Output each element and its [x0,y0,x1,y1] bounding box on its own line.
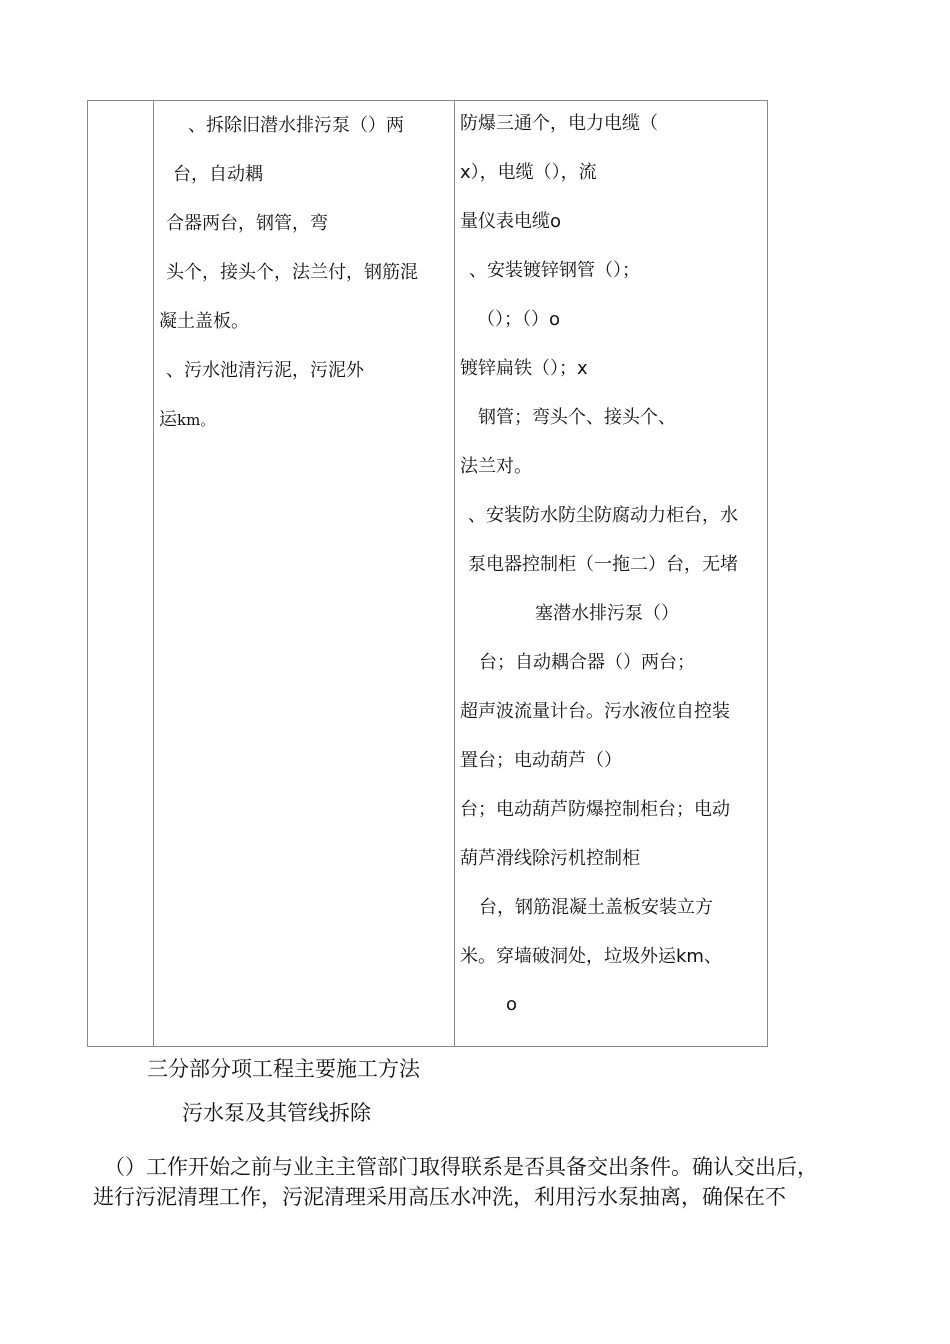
cell-text-line: 塞潜水排污泵（） [535,603,679,624]
cell-text-line: 、拆除旧潜水排污泵（）两 [188,115,404,136]
cell-text-line: 头个，接头个，法兰付，钢筋混 [166,262,418,283]
cell-text-line: 台，自动耦 [173,164,263,185]
cell-text: 运 [159,409,177,430]
cell-text-line: 镀锌扁铁（）；x [460,358,588,379]
cell-text-line: 、安装镀锌钢管（）； [469,260,640,281]
cell-text-line: 台；电动葫芦防爆控制柜台；电动 [460,799,730,820]
unit-text: km。 [177,411,216,429]
cell-text-line: 、污水池清污泥，污泥外 [166,360,364,381]
column-divider [454,101,455,1046]
cell-text-line: 量仪表电缆o [460,211,562,232]
subsection-title: 污水泵及其管线拆除 [182,1101,371,1125]
cell-text-line: o [506,994,518,1015]
cell-text-line: 米。穿墙破洞处，垃圾外运km、 [460,946,722,967]
cell-text-line: 超声波流量计台。污水液位自控装 [460,701,730,722]
section-title: 三分部分项工程主要施工方法 [147,1057,420,1081]
cell-text-line: 葫芦滑线除污机控制柜 [460,848,640,869]
cell-text-line: 置台；电动葫芦（） [460,750,622,771]
cell-text-line: 台；自动耦合器（）两台； [479,652,695,673]
cell-text-line: 台，钢筋混凝土盖板安装立方 [479,897,713,918]
cell-text-line: 凝土盖板。 [159,311,249,332]
cell-text-line: 钢管；弯头个、接头个、 [478,407,676,428]
cell-text-line: x），电缆（），流 [460,162,597,183]
body-paragraph-line: （）工作开始之前与业主主管部门取得联系是否具备交出条件。确认交出后， [104,1155,818,1179]
body-paragraph-line: 进行污泥清理工作，污泥清理采用高压水冲洗，利用污水泵抽离，确保在不 [93,1185,786,1209]
cell-text-line: 、安装防水防尘防腐动力柜台，水 [468,505,738,526]
cell-text-line: 法兰对。 [460,456,532,477]
cell-text-line: 防爆三通个，电力电缆（ [460,113,658,134]
cell-text-line: 合器两台，钢管，弯 [166,213,328,234]
cell-text-line [159,408,215,432]
cell-text-line: （）；（）o [477,309,561,330]
cell-text-line: 泵电器控制柜（一拖二）台，无堵 [468,554,738,575]
column-divider [153,101,154,1046]
